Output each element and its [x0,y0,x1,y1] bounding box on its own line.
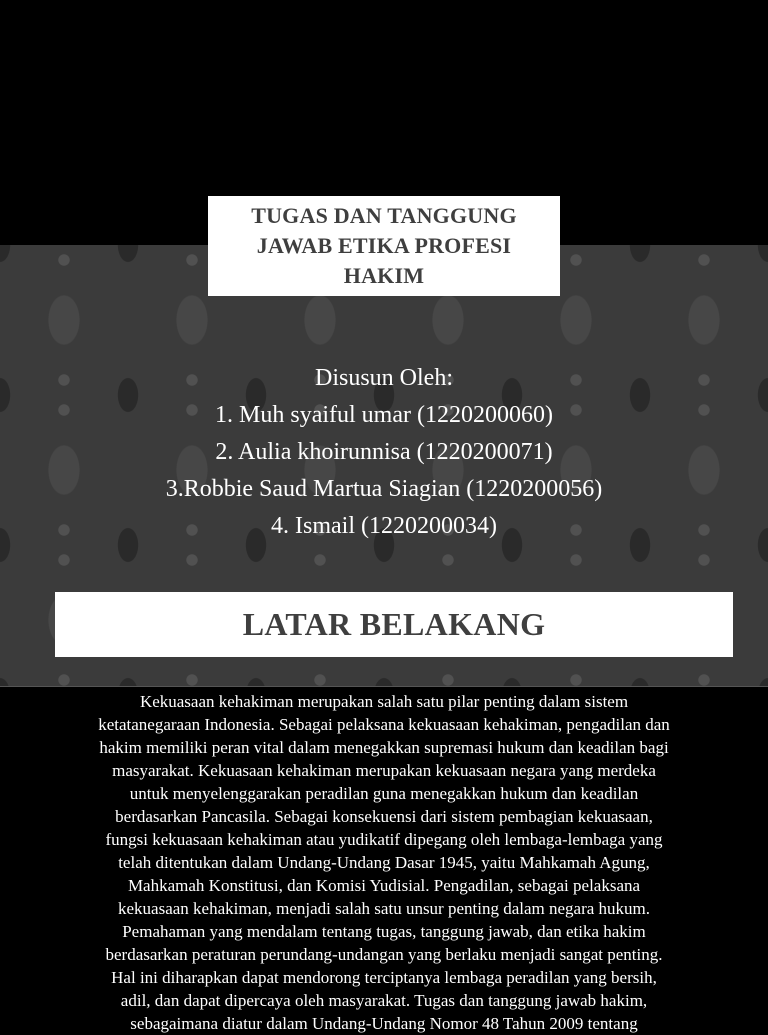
body-line: untuk menyelenggarakan peradilan guna menegakkan hukum dan keadilan [129,784,639,803]
slide-divider [0,686,768,687]
author-item: 4. Ismail (1220200034) [271,513,497,539]
body-line: Mahkamah Konstitusi, dan Komisi Yudisial. Pengadilan, sebagai pelaksana [127,876,641,895]
body-line: Kekuasaan kehakiman merupakan salah satu pilar penting dalam sistem [139,692,629,711]
title-line: JAWAB ETIKA PROFESI [256,233,512,258]
author-item: 1. Muh syaiful umar (1220200060) [215,402,553,428]
body-line: Hal ini diharapkan dapat mendorong terciptanya lembaga peradilan yang bersih, [111,968,657,987]
title-box [208,196,560,296]
title-line: TUGAS DAN TANGGUNG [251,203,517,228]
body-line: sebagaimana diatur dalam Undang-Undang Nomor 48 Tahun 2009 tentang [130,1014,638,1033]
body-line: berdasarkan Pancasila. Sebagai konsekuensi dari sistem pembagian kekuasaan, [115,807,653,826]
body-line: Pemahaman yang mendalam tentang tugas, tanggung jawab, dan etika hakim [122,922,646,941]
body-line: telah ditentukan dalam Undang-Undang Dasar 1945, yaitu Mahkamah Agung, [118,853,650,872]
body-line: hakim memiliki peran vital dalam menegakkan supremasi hukum dan keadilan bagi [99,738,669,757]
section-title-box [55,592,733,657]
author-item: 3.Robbie Saud Martua Siagian (1220200056) [165,476,603,502]
author-item: 2. Aulia khoirunnisa (1220200071) [215,439,553,465]
body-line: fungsi kekuasaan kehakiman atau yudikatif dipegang oleh lembaga-lembaga yang [105,830,663,849]
authors-heading: Disusun Oleh: [315,365,453,391]
body-line: kekuasaan kehakiman, menjadi salah satu unsur penting dalam negara hukum. [117,899,651,918]
section-title: LATAR BELAKANG [242,606,546,642]
authors-block [0,360,768,545]
body-paragraph [40,690,728,1035]
slide-title [219,201,549,291]
body-line: berdasarkan peraturan perundang-undangan yang berlaku menjadi sangat penting. [105,945,663,964]
body-line: masyarakat. Kekuasaan kehakiman merupakan kekuasaan negara yang merdeka [112,761,656,780]
body-line: adil, dan dapat dipercaya oleh masyarakat. Tugas dan tanggung jawab hakim, [120,991,648,1010]
title-line: HAKIM [343,263,425,288]
body-line: ketatanegaraan Indonesia. Sebagai pelaksana kekuasaan kehakiman, pengadilan dan [98,715,670,734]
